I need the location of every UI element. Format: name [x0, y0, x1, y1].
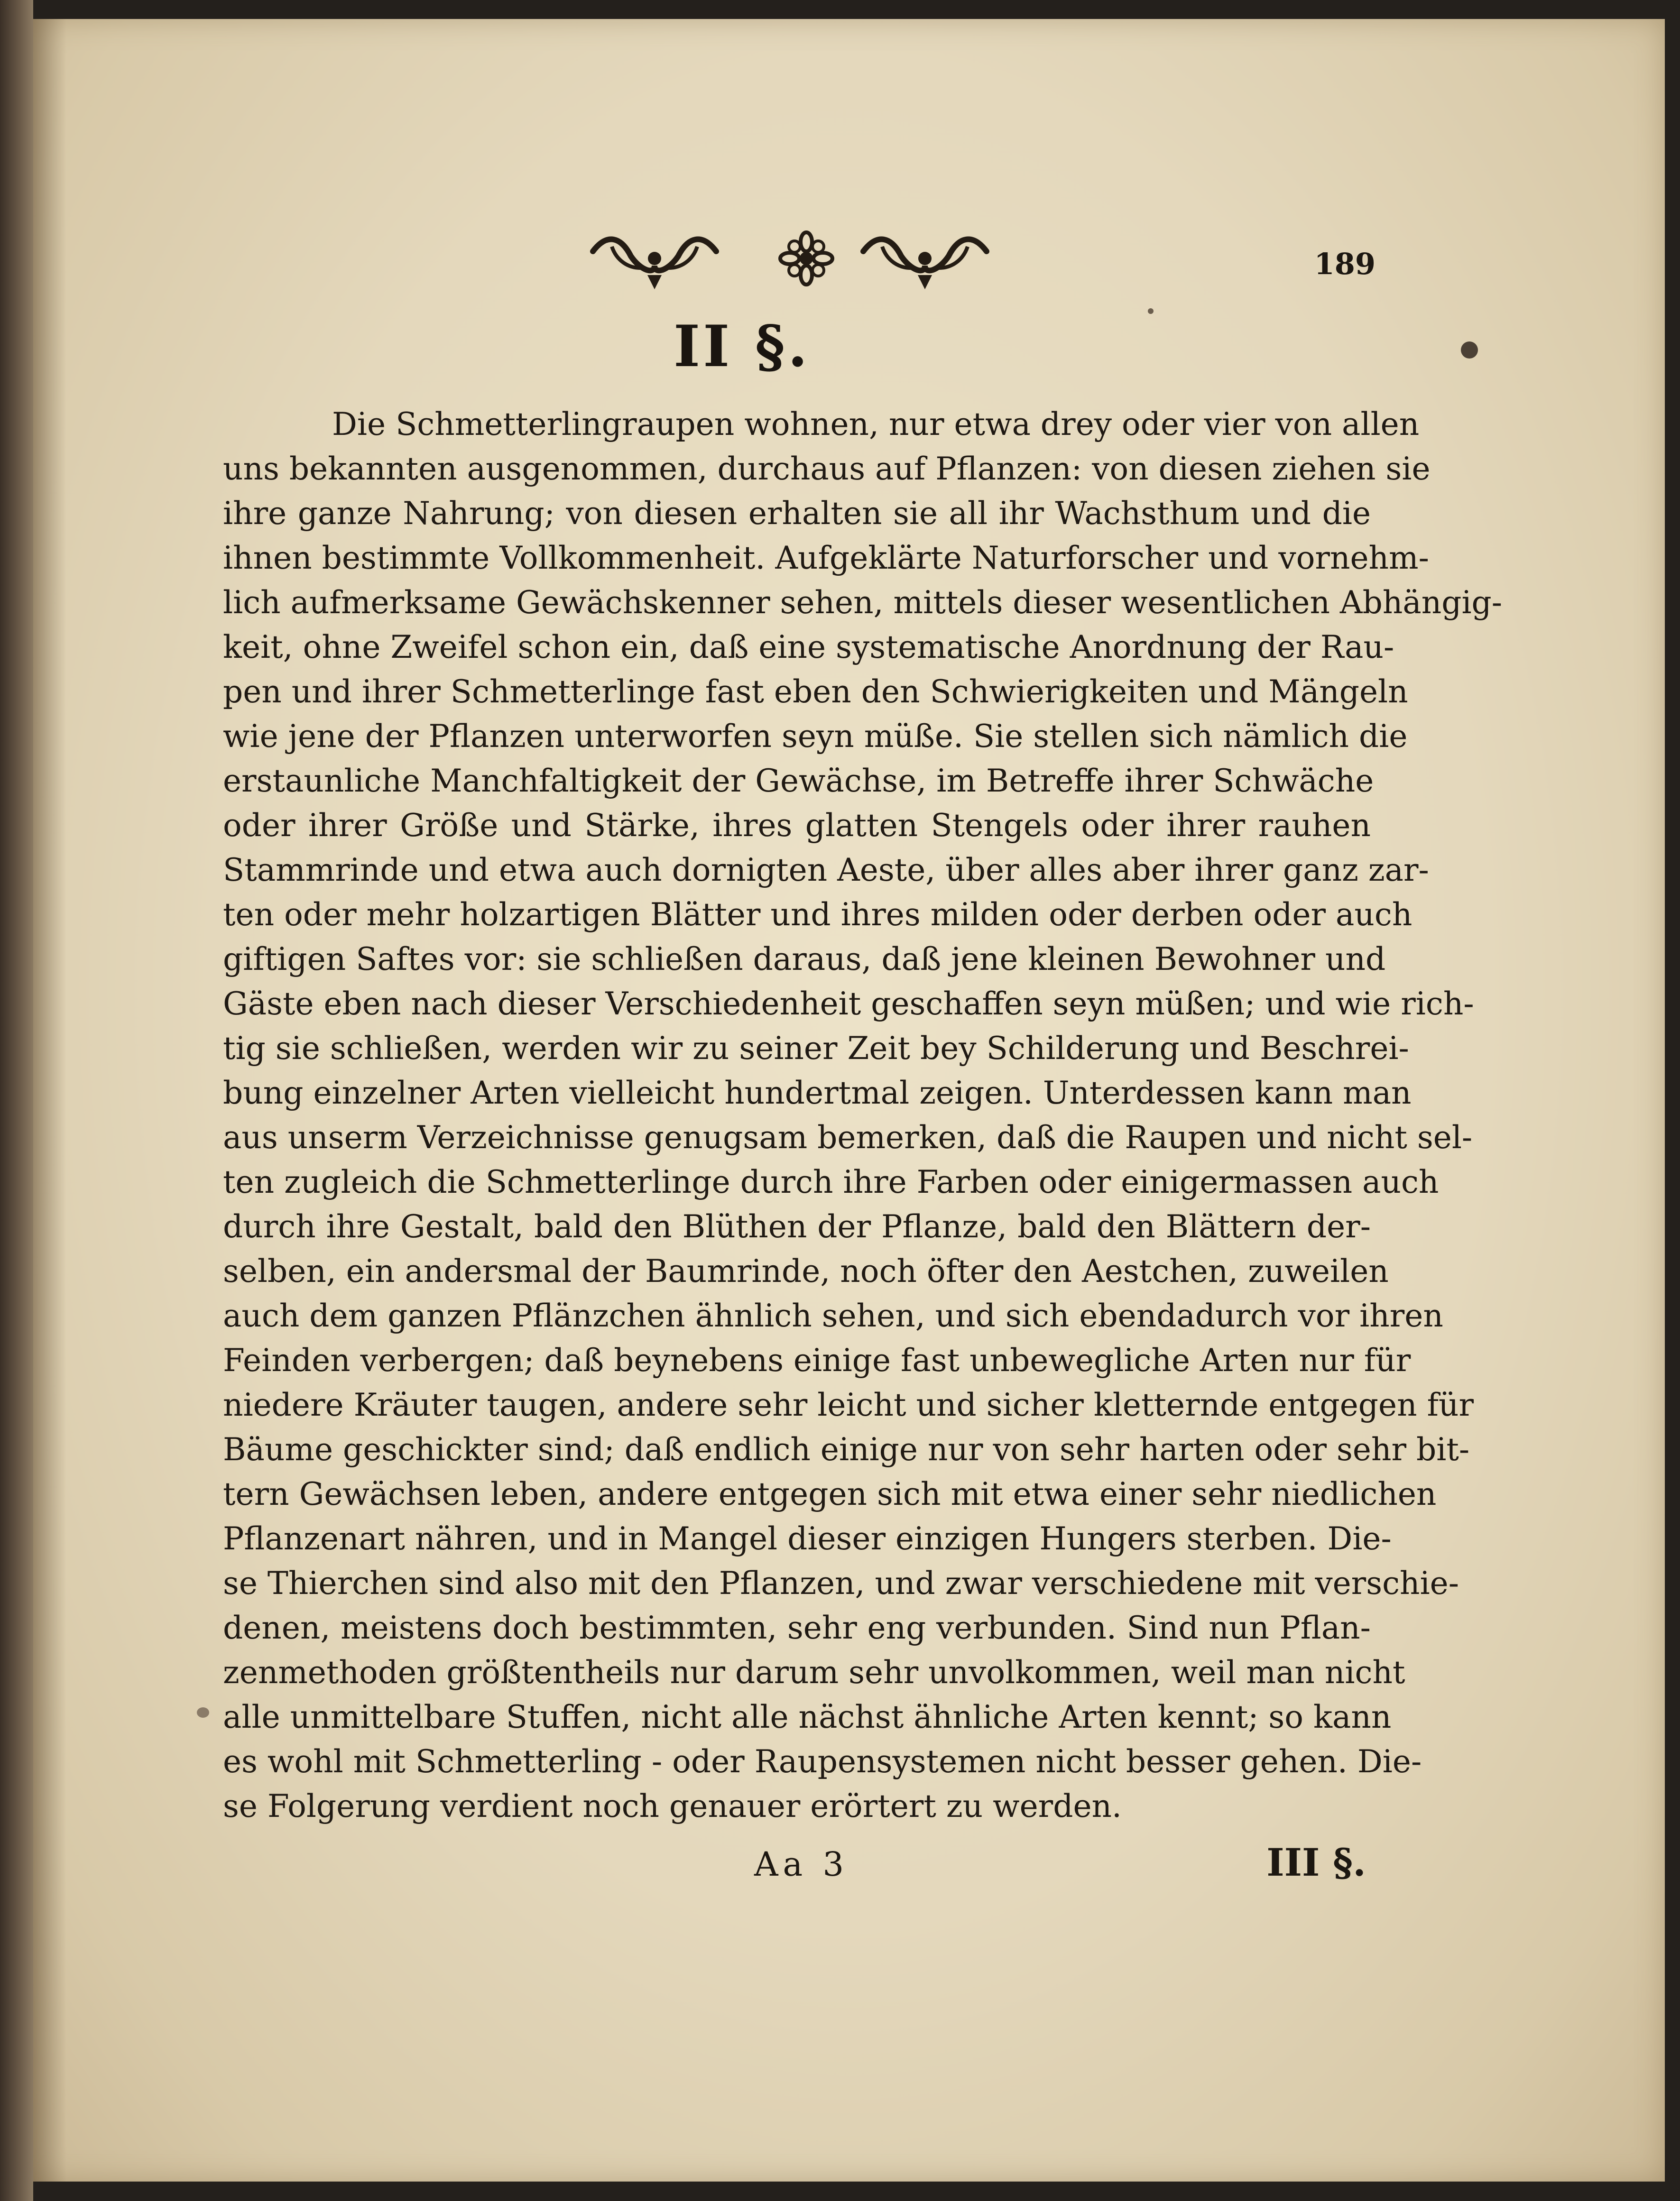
section-title: II §.: [674, 313, 811, 380]
text-line: Die Schmetterlingraupen wohnen, nur etwa drey oder vier von allen: [332, 406, 1420, 442]
paper-spot: [1148, 308, 1154, 314]
text-line: uns bekannten ausgenommen, durchaus auf Pflanzen: von diesen ziehen sie: [223, 451, 1431, 487]
text-line: Stammrinde und etwa auch dornigten Aeste, über alles aber ihrer ganz zar-: [223, 852, 1429, 888]
signature-mark: Aa 3: [754, 1845, 849, 1884]
text-line: durch ihre Gestalt, bald den Blüthen der Pflanze, bald den Blättern der-: [223, 1208, 1371, 1245]
left-vignette-ornament: [583, 223, 726, 294]
text-line: Pflanzenart nähren, und in Mangel dieser einzigen Hungers sterben. Die-: [223, 1520, 1392, 1557]
text-line: bung einzelner Arten vielleicht hundertmal zeigen. Unterdessen kann man: [223, 1075, 1412, 1111]
text-line: alle unmittelbare Stuffen, nicht alle nächst ähnliche Arten kennt; so kann: [223, 1699, 1392, 1735]
text-line: zenmethoden größtentheils nur darum sehr unvolkommen, weil man nicht: [223, 1654, 1405, 1691]
right-vignette-ornament: [854, 223, 996, 294]
text-line: auch dem ganzen Pflänzchen ähnlich sehen, und sich ebendadurch vor ihren: [223, 1298, 1443, 1334]
text-line: wie jene der Pflanzen unterworfen seyn müße. Sie stellen sich nämlich die: [223, 718, 1408, 755]
text-line: oder ihrer Größe und Stärke, ihres glatten Stengels oder ihrer rauhen: [223, 807, 1371, 844]
paper-spot: [1461, 341, 1478, 359]
text-line: se Thierchen sind also mit den Pflanzen, und zwar verschiedene mit verschie-: [223, 1565, 1459, 1602]
text-line: niedere Kräuter taugen, andere sehr leicht und sicher kletternde entgegen für: [223, 1387, 1474, 1423]
text-line: Gäste eben nach dieser Verschiedenheit geschaffen seyn müßen; und wie rich-: [223, 985, 1474, 1022]
paper-spot: [197, 1707, 209, 1718]
center-rosette-ornament: [778, 223, 835, 294]
text-line: denen, meistens doch bestimmten, sehr eng verbunden. Sind nun Pflan-: [223, 1610, 1371, 1646]
catchword: III §.: [1266, 1840, 1366, 1885]
text-line: ten oder mehr holzartigen Blätter und ihres milden oder derben oder auch: [223, 896, 1412, 933]
text-line: Bäume geschickter sind; daß endlich einige nur von sehr harten oder sehr bit-: [223, 1431, 1470, 1468]
text-line: ten zugleich die Schmetterlinge durch ihre Farben oder einigermassen auch: [223, 1164, 1439, 1200]
text-line: tig sie schließen, werden wir zu seiner Zeit bey Schilderung und Beschrei-: [223, 1030, 1409, 1067]
text-line: giftigen Saftes vor: sie schließen daraus, daß jene kleinen Bewohner und: [223, 941, 1386, 977]
text-line: keit, ohne Zweifel schon ein, daß eine systematische Anordnung der Rau-: [223, 629, 1394, 665]
text-line: lich aufmerksame Gewächskenner sehen, mittels dieser wesentlichen Abhängig-: [223, 584, 1503, 621]
text-line: selben, ein andersmal der Baumrinde, noch öfter den Aestchen, zuweilen: [223, 1253, 1389, 1289]
page-number: 189: [1314, 247, 1375, 281]
text-line: ihre ganze Nahrung; von diesen erhalten sie all ihr Wachsthum und die: [223, 495, 1371, 532]
text-line: aus unserm Verzeichnisse genugsam bemerken, daß die Raupen und nicht sel-: [223, 1119, 1473, 1156]
gutter-shadow: [33, 19, 66, 2182]
text-line: pen und ihrer Schmetterlinge fast eben den Schwierigkeiten und Mängeln: [223, 673, 1408, 710]
text-line: es wohl mit Schmetterling - oder Raupensystemen nicht besser gehen. Die-: [223, 1743, 1422, 1780]
text-line: tern Gewächsen leben, andere entgegen sich mit etwa einer sehr niedlichen: [223, 1476, 1437, 1512]
text-line: Feinden verbergen; daß beynebens einige fast unbewegliche Arten nur für: [223, 1342, 1411, 1379]
text-line: erstaunliche Manchfaltigkeit der Gewächse, im Betreffe ihrer Schwäche: [223, 763, 1374, 799]
body-paragraph: [223, 402, 1503, 1829]
text-line: ihnen bestimmte Vollkommenheit. Aufgeklärte Naturforscher und vornehm-: [223, 540, 1429, 576]
text-line: se Folgerung verdient noch genauer erörtert zu werden.: [223, 1788, 1122, 1824]
book-spine: [0, 0, 33, 2201]
